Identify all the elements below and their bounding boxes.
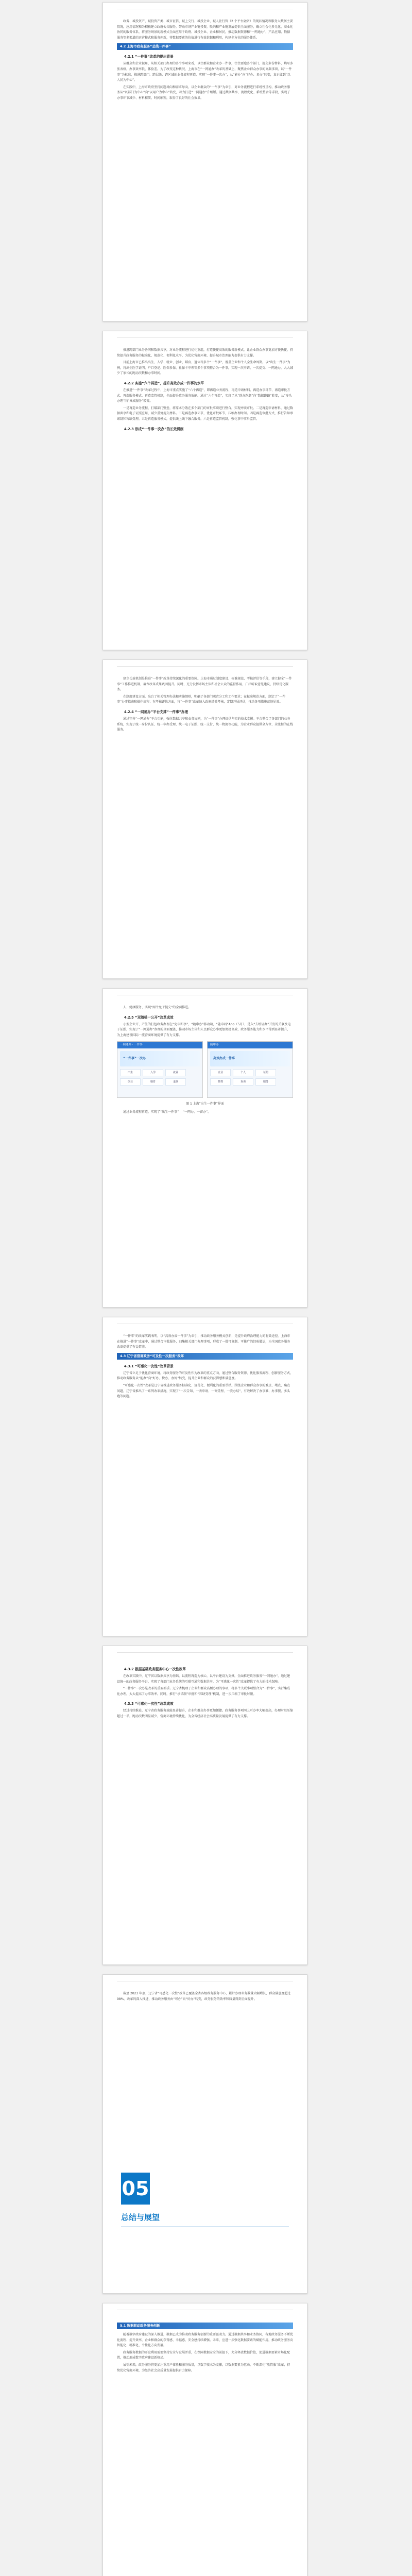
page-content <box>117 348 293 434</box>
document-page <box>102 1317 307 1636</box>
chapter-number: 05 <box>121 2173 150 2205</box>
document-page <box>102 331 307 650</box>
page-content <box>117 19 293 103</box>
document-page <box>102 2303 307 2576</box>
section-heading: 4.3 辽宁省营商政务“可及性一次服务”改革 <box>117 1353 293 1360</box>
subsection-heading: 4.3.2 数据基础政务服务中心一次性改革 <box>124 1667 186 1671</box>
app-service-grid <box>210 1069 290 1086</box>
paragraph: 在制度建设方面，出台了相关管理办法和实施细则，明确了各部门职责分工和工作要求；在标准规范方面，制定了“一件事”办事指南和操作规程；在考核评估方面，将“一件事”改革纳入政府绩效考核，定期开展评估，推动各项措施落地见效。 <box>117 694 286 704</box>
service-tile: 企业 <box>210 1069 231 1076</box>
subsection-heading: 4.2.1 “一件事”改革的提出背景 <box>124 55 174 59</box>
paragraph: 政务服务数据的开发利用需要坚持安全与发展并重，在保障数据安全的前提下，充分释放数据价值，促进数据要素市场化配置，推动形成数字政府建设新格局。 <box>117 2350 290 2360</box>
app-title: 随申办 <box>208 1042 293 1048</box>
service-tile: 查询 <box>233 1078 253 1086</box>
paragraph: 辽宁省立足于优化营商环境，将政务服务的可及性作为改革的重点方向，通过整合服务资源、优化服务流程、创新服务方式，推动政务服务从“能办”向“好办、快办、办好”转变，提升企业和群众的获得感和满意度。 <box>117 1371 294 1381</box>
app-service-grid <box>120 1069 200 1086</box>
service-tile: 创业 <box>120 1078 141 1086</box>
paragraph: “一件事”的改革实践表明，以“高效办成一件事”为牵引，推动政务服务模式创新，是提升政府治理能力的有效途径。上海市在推进“一件事”改革中，通过整合审批服务，归集相关部门办理事项，形成了一批可复制、可推广的经验做法，为全国政务服务改革提供了有益借鉴。 <box>117 1334 290 1349</box>
document-page <box>102 1646 307 1965</box>
page-content <box>117 1334 293 1401</box>
service-tile: 个人 <box>233 1069 253 1076</box>
page-content <box>117 676 293 735</box>
paragraph: “可感化一次性”改革是辽宁省推进政务服务标准化、规范化、便利化的重要举措。围绕企业和群众办事的难点、堵点、痛点问题，辽宁省推出了一系列改革措施，实现了“一次告知、一表申请、一窗受理、一次办结”，有效解决了办事难、办事慢、多头跑等问题。 <box>117 1383 290 1399</box>
subsection-heading: 4.2.4 “一网通办”平台支撑“一件事”办理 <box>124 709 188 714</box>
paragraph: 在实践中，上海市政府坚持问题导向和需求导向，以企业群众的“一件事”为牵引，对业务流程进行系统性重构，推动政务服务从“以部门为中心”向“以用户为中心”转变，着力打造“一网通办”升级版。通过数据共享、流程优化、系统整合等手段，实现了办事环节减少、材料精简、时间缩短，取得了良好的社会效果。 <box>117 85 290 100</box>
page-content <box>117 1663 293 1721</box>
subsection-heading: 4.2.5 “双随机一公开”改革成效 <box>124 1015 174 1020</box>
page-content <box>117 1005 293 1117</box>
service-tile: 入学 <box>143 1069 163 1076</box>
figure-screenshots <box>117 1041 293 1098</box>
chapter-cover <box>103 2129 307 2258</box>
service-tile: 退休 <box>165 1078 186 1086</box>
service-tile: 出生 <box>120 1069 141 1076</box>
paragraph: 通过业务流程再造，实现了“出生一件事” “一网办、一窗办”。 <box>123 1110 211 1114</box>
subsection-heading: 4.3.3 “可感化一次性”改革成效 <box>124 1702 174 1706</box>
document-page <box>102 1974 307 2294</box>
app-banner: 高效办成一件事 <box>210 1051 290 1066</box>
page-content <box>117 1991 293 2004</box>
header-rule <box>117 666 293 667</box>
paragraph: 截至 2023 年底，辽宁省“可感化一次性”改革已覆盖全省各级政务服务中心，累计办理业务数量大幅增长，群众满意度超过 98%。改革的深入推进，推动政务服务由“可办”向“好办”转变，政务服务的效率和质量得到全面提升。 <box>117 1992 292 2001</box>
paragraph: 随着数字政府建设的深入推进，数据已成为推动政务服务创新的重要驱动力。通过数据共享和业务协同，各地政务服务不断优化流程、提升效率，企业和群众的获得感、幸福感、安全感持续增强。未来，应进一步强化数据要素的赋能作用，推动政务服务向智能化、精准化、个性化方向发展。 <box>117 2333 294 2348</box>
service-tile: 缴费 <box>210 1078 231 1086</box>
document-page <box>102 2 307 321</box>
paragraph: 展望未来，政务服务将更加注重用户体验和服务质量，以数字技术为支撑，以数据要素为驱动，不断深化“放管服”改革，持续优化营商环境，为经济社会高质量发展提供有力保障。 <box>117 2363 290 2372</box>
document-page <box>102 659 307 979</box>
paragraph: 一是再造业务流程，打破部门壁垒，将原本分散在多个部门的审批事项进行整合，实现并联审批。二是再造申请材料，通过数据共享和电子证照应用，减少重复提交材料。三是再造办事环节，优化审批环节，压缩办理时间。四是再造审批方式，推行告知承诺制和容缺受理。五是再造服务模式，提供线上线下融合服务。六是再造监管机制，强化事中事后监管。 <box>117 406 294 421</box>
app-banner: “一件事”一次办 <box>120 1051 200 1066</box>
header-rule <box>117 337 293 338</box>
section-heading: 5.1 数据驱动政务服务创新 <box>117 2323 293 2329</box>
paragraph: 政务、城投资产、城投资产类、城市征信、城上交行、城投企业、城人社行管（2 个平台融资）的现状情况和服务大数据主要情况，应用情况和为积极建立政府公共服务，带动市场产业链投资，吸纳和产业链发展提供全面服务，确立社会化多元化、商业化协同的服务体系，将服务场景的新模式全面应用于政府、城投企业、企业和居民，推动数据资源和“一网通办”，产品应用、数据服务等多渠道的运营模式和服务创新，将数据要素的价值进行有效挖掘和利用，构建全方位的服务体系。 <box>117 20 294 40</box>
paragraph: 人、健康服务、实现“两个免于提交”的全面推进。 <box>123 1006 192 1009</box>
paragraph: 通过完善“一网通办”平台功能，强化数据共享和业务协同，为“一件事”办理提供坚实的技术支撑。平台整合了各部门的业务系统，实现了统一身份认证、统一申办受理、统一电子证照、统一支付、统一物流等功能，为企业群众提供全方位、全流程的在线服务。 <box>117 717 294 732</box>
section-heading: 4.2 上海市政务服务“总线一件事” <box>117 43 293 50</box>
service-tile: 婚育 <box>143 1078 163 1086</box>
paragraph: 建立长效机制是推进“一件事”改革持续深化的重要保障。上海市通过制度建设、标准规范、考核评估等手段，建立健全“一件事”工作推进机制，确保改革成果巩固提升。同时，充分发挥市场主体和社会公众的监督作用，广泛听取意见建议，持续优化服务。 <box>117 677 292 692</box>
paragraph: 目前上海市已推出出生、入学、就业、创业、婚育、退休等多个“一件事”，覆盖企业和个人全生命周期。以“出生一件事”为例，将出生医学证明、户口登记、医保参保、社保卡申领等多个事项整合为一件事，实现一次申请、一次提交、一网通办，大大减少了家长的跑动次数和办事时间。 <box>117 361 294 376</box>
paragraph: 小型企业开、产生的打包政务办理在“免申即享”，“随申办”移动端，“随申码”App（5月），是入“去纸证办”开发的关联及电子证照，实现了“一网通办”办理的全面覆盖，推动市场主体和人民群众办事更加便捷高效，政务服务能力和水平得到显著提升，为上海建设国际一流营商环境提供了有力支撑。 <box>117 1022 291 1037</box>
service-tile: 就业 <box>165 1069 186 1076</box>
paragraph: 在推进“一件事”改革过程中，上海市重点实施了“六个再造”，即再造业务流程、再造申请材料、再造办事环节、再造审批方式、再造服务模式、再造监管机制，全面提升政务服务效能。通过“六个再造”，实现了从“群众跑腿”向“数据跑路”转变，从“多头办理”向“集成服务”转变。 <box>117 388 292 403</box>
paragraph: 经过持续推进，辽宁省政务服务效能显著提升，企业和群众办事更加便捷。政务服务事项网上可办率大幅提高，办理时限压缩超过一半，跑动次数明显减少，营商环境持续优化，为全省经济社会高质量发展提供了有力支撑。 <box>117 1709 294 1718</box>
app-screenshot <box>207 1041 293 1098</box>
header-rule <box>117 1652 293 1653</box>
subsection-heading: 4.2.2 实施“六个再造”，提升高效办成一件事的水平 <box>124 381 204 385</box>
chapter-title: 总结与展望 <box>121 2213 160 2222</box>
document-page <box>102 988 307 1308</box>
service-tile: 证照 <box>255 1069 276 1076</box>
subsection-heading: 4.3.1 “可感化一次性”改革背景 <box>124 1364 174 1368</box>
paragraph: “一件事”一次办是改革的重要抓手。辽宁省梳理了企业和群众高频办理的事项，将多个关联事项整合为“一件事”，实行集成化办理，大大提高了办事效率。同时，推行“承诺制”审批和“容缺受理”机制，进一步压缩了审批时限。 <box>117 1687 290 1696</box>
app-screenshot <box>117 1041 203 1098</box>
service-tile: 服务 <box>255 1078 276 1086</box>
paragraph: 从群众和企业视角，从相关部门办理的多个事项来看，以往群众和企业办一件事，往往要跑多个部门、提交多份材料、填写多张表格，办事效率低、体验差。为了改变这种状况，上海市在“一网通办”改革的基础上，聚焦企业群众办事的高频事项，以“一件事”为标准，推进跨部门、跨层级、跨区域的业务流程再造，实现“一件事一次办”，从“能办”向“好办、易办”转变，真正做到“以人民为中心”。 <box>117 62 294 82</box>
app-title: 一网通办 · 一件事 <box>117 1042 202 1048</box>
page-content <box>117 2320 293 2375</box>
subsection-heading: 4.2.3 形成“一件事一次办”的长效机制 <box>124 427 184 431</box>
figure-caption: 图 1 上海“出生一件事”界面 <box>186 1102 224 1106</box>
paragraph: 在改革实践中，辽宁省以数据共享为基础，以流程再造为核心，以平台建设为支撑，全面推进政务服务“一网通办”。通过建设统一的政务服务平台，实现了各部门业务系统的互联互通和数据共享，为“可感化一次性”改革提供了有力的技术保障。 <box>117 1674 290 1684</box>
paragraph: 推进跨部门业务协同和数据共享，对业务流程进行优化重组，打造便捷高效的服务新模式，让企业群众办事更加方便快捷，持续提升政务服务的标准化、规范化、便利化水平，为优化营商环境、提升城市治理能力提供有力支撑。 <box>117 348 294 358</box>
chapter-rule <box>121 2226 289 2227</box>
